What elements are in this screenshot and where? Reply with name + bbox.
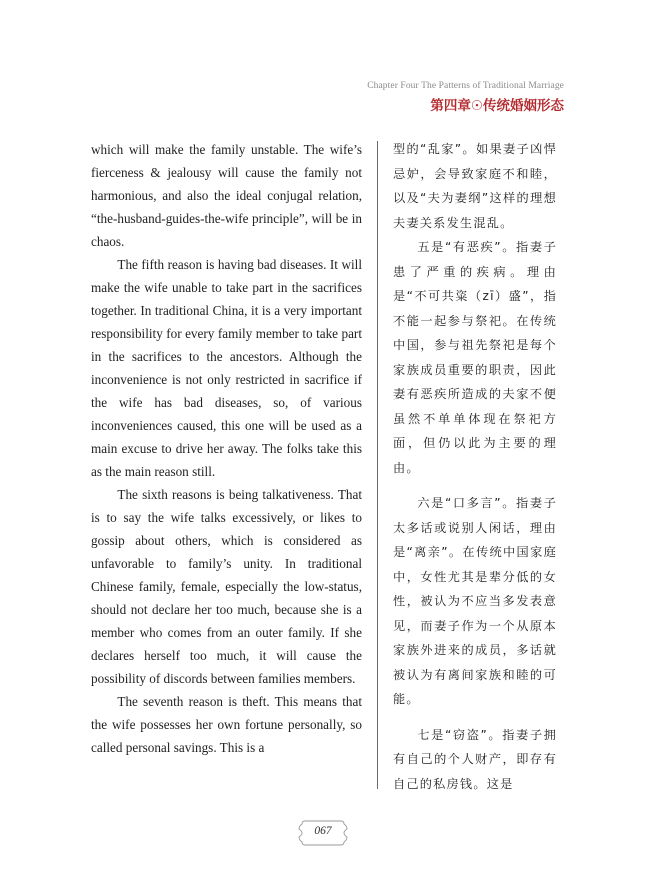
english-column — [91, 138, 362, 759]
column-divider — [377, 141, 378, 789]
english-paragraph-2: The fifth reason is having bad diseases. It will make the wife unable to take part in the sacrifices together. In traditional China, it is a very important responsibility for every family member to take part in the sacrifices to the ancestors. Although the inconvenience is not only restricted in sacrifice if the wife has bad diseases, so, of various inconveniences caused, this one will be used as a main excuse to drive her away. The folks take this as the main reason still. — [91, 257, 362, 479]
chapter-title-english: Chapter Four The Patterns of Traditional Marriage — [367, 81, 564, 91]
chinese-column — [393, 137, 557, 796]
chinese-paragraph-3: 六是“口多言”。指妻子太多话或说别人闲话，理由是“离亲”。在传统中国家庭中，女性尤其是辈分低的女性，被认为不应当多发表意见，而妻子作为一个从原本家族外进来的成员，多话就被认为有离间家族和睦的可能。 — [393, 496, 557, 706]
chinese-paragraph-4: 七是“窃盗”。指妻子拥有自己的个人财产，即存有自己的私房钱。这是 — [393, 727, 557, 791]
page-number-badge — [297, 818, 349, 848]
english-paragraph-3: The sixth reasons is being talkativeness. That is to say the wife talks excessively, or likes to gossip about others, which is considered as unfavorable to family’s unity. In traditional Chinese family, female, especially the low-status, should not declare her too much, because she is a member who comes from an outer family. If she declares herself too much, it will cause the possibility of discords between families members. — [91, 487, 362, 686]
english-paragraph-4: The seventh reason is theft. This means that the wife possesses her own fortune personally, so called personal savings. This is a — [91, 694, 362, 755]
chinese-paragraph-2: 五是“有恶疾”。指妻子患了严重的疾病。理由是“不可共粢（zī）盛”，指不能一起参与祭祀。在传统中国，参与祖先祭祀是每个家族成员重要的职责，因此妻有恶疾所造成的夫家不便虽然不单单体现在祭祀方面，但仍以此为主要的理由。 — [393, 240, 557, 475]
page-number: 067 — [314, 825, 332, 837]
english-paragraph-1: which will make the family unstable. The wife’s fierceness & jealousy will cause the family not harmonious, and also the ideal conjugal relation, “the-husband-guides-the-wife principle”, will be in chaos. — [91, 142, 362, 249]
chinese-paragraph-1: 型的“乱家”。如果妻子凶悍忌妒，会导致家庭不和睦，以及“夫为妻纲”这样的理想夫妻关系发生混乱。 — [393, 142, 557, 230]
chapter-title-chinese: 第四章☉传统婚姻形态 — [430, 98, 564, 114]
running-header — [367, 79, 564, 115]
